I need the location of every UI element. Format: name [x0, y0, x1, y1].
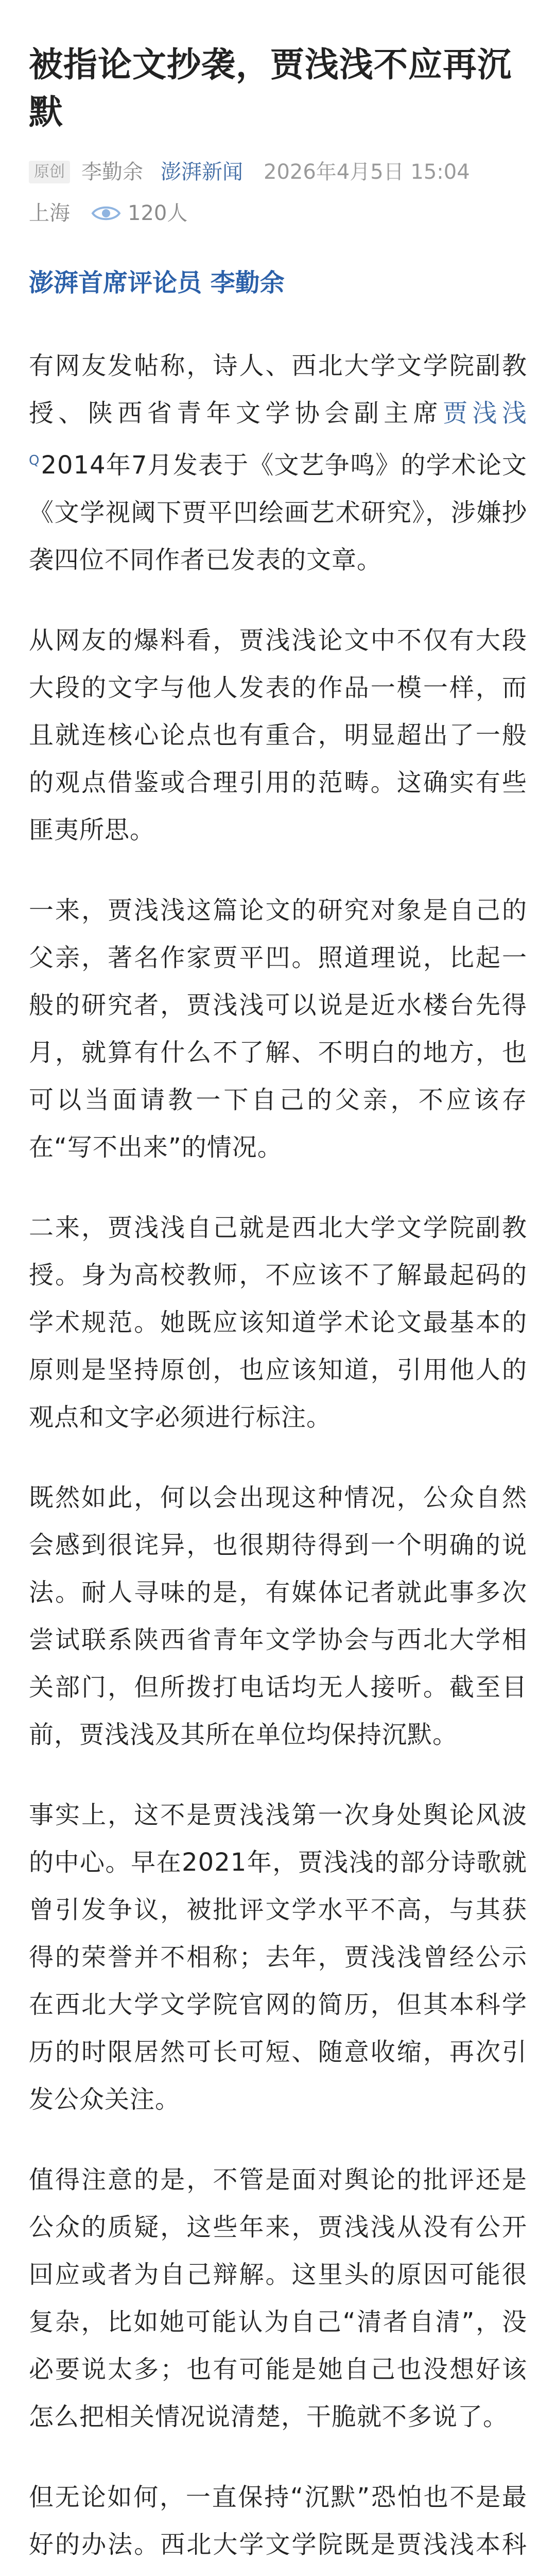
author-byline: 澎湃首席评论员 李勤余: [29, 268, 285, 297]
search-mark-icon[interactable]: Q: [29, 453, 40, 468]
article-meta: [29, 151, 527, 193]
view-count: [91, 193, 187, 234]
paragraph-4: 二来，贾浅浅自己就是西北大学文学院副教授。身为高校教师，不应该不了解最起码的学术规范。她既应该知道学术论文最基本的原则是坚持原创，也应该知道，引用他人的观点和文字必须进行标注。: [29, 1213, 527, 1432]
paragraph-6: 事实上，这不是贾浅浅第一次身处舆论风波的中心。早在2021年，贾浅浅的部分诗歌就曾引发争议，被批评文学水平不高，与其获得的荣誉并不相称；去年，贾浅浅曾经公示在西北大学文学院官网的简历，但其本科学历的时限居然可长可短、随意收缩，再次引发公众关注。: [29, 1801, 527, 2114]
article-title: 被指论文抄袭，贾浅浅不应再沉默: [29, 45, 512, 132]
article-body: [29, 342, 527, 2576]
paragraph-5: 既然如此，何以会出现这种情况，公众自然会感到很诧异，也很期待得到一个明确的说法。耐人寻味的是，有媒体记者就此事多次尝试联系陕西省青年文学协会与西北大学相关部门，但所拨打电话均无人接听。截至目前，贾浅浅及其所在单位均保持沉默。: [29, 1483, 527, 1749]
article-meta-second-row: [29, 193, 527, 234]
location-label: 上海: [29, 201, 70, 225]
eye-icon: [91, 203, 121, 224]
paragraph-1: [29, 342, 527, 584]
person-link-jia-qianqian[interactable]: 贾浅浅: [443, 399, 527, 428]
paragraph-1-text-before: 有网友发帖称，诗人、西北大学文学院副教授、陕西省青年文学协会副主席: [29, 351, 527, 428]
paragraph-1-text-after: 2014年7月发表于《文艺争鸣》的学术论文《文学视阈下贾平凹绘画艺术研究》，涉嫌抄袭四位不同作者已发表的文章。: [29, 451, 527, 574]
view-count-label: 120人: [128, 201, 188, 225]
author-name[interactable]: 李勤余: [81, 160, 143, 184]
paragraph-7: 值得注意的是，不管是面对舆论的批评还是公众的质疑，这些年来，贾浅浅从没有公开回应或者为自己辩解。这里头的原因可能很复杂，比如她可能认为自己“清者自清”，没必要说太多；也有可能是她自己也没想好该怎么把相关情况说清楚，干脆就不多说了。: [29, 2165, 527, 2431]
original-badge: 原创: [29, 161, 70, 183]
publish-time: 2026年4月5日 15:04: [264, 160, 470, 184]
paragraph-3: 一来，贾浅浅这篇论文的研究对象是自己的父亲，著名作家贾平凹。照道理说，比起一般的研究者，贾浅浅可以说是近水楼台先得月，就算有什么不了解、不明白的地方，也可以当面请教一下自己的父亲，不应该存在“写不出来”的情况。: [29, 896, 527, 1162]
paragraph-2: 从网友的爆料看，贾浅浅论文中不仅有大段大段的文字与他人发表的作品一模一样，而且就连核心论点也有重合，明显超出了一般的观点借鉴或合理引用的范畴。这确实有些匪夷所思。: [29, 626, 527, 844]
source-link[interactable]: 澎湃新闻: [161, 160, 243, 184]
paragraph-8: 但无论如何，一直保持“沉默”恐怕也不是最好的办法。西北大学文学院既是贾浅浅本科: [29, 2483, 527, 2559]
